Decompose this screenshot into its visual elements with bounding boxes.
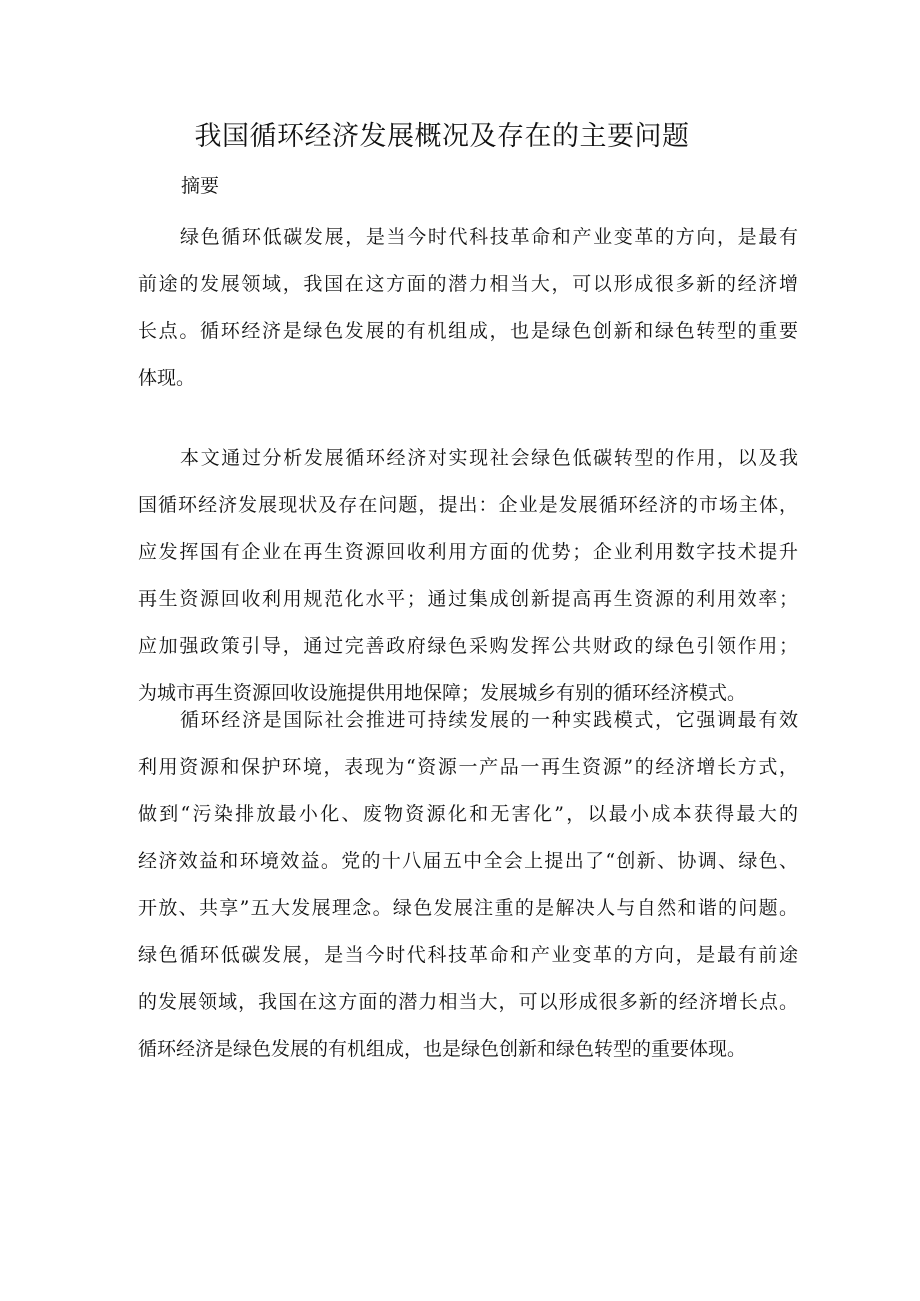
- paragraph-line: 长点。循环经济是绿色发展的有机组成，也是绿色创新和绿色转型的重要: [138, 320, 798, 342]
- paragraph-line: 做到“污染排放最小化、废物资源化和无害化”，以最小成本获得最大的: [138, 803, 798, 825]
- paragraph-line: 本文通过分析发展循环经济对实现社会绿色低碳转型的作用，以及我: [180, 447, 798, 469]
- document-title: 我国循环经济发展概况及存在的主要问题: [194, 121, 690, 152]
- abstract-heading: 摘要: [181, 175, 220, 197]
- paragraph-line: 国循环经济发展现状及存在问题，提出：企业是发展循环经济的市场主体，: [138, 494, 798, 516]
- paragraph-2: [138, 435, 798, 717]
- paragraph-line: 循环经济是绿色发展的有机组成，也是绿色创新和绿色转型的重要体现。: [138, 1038, 747, 1060]
- paragraph-line: 体现。: [138, 367, 196, 389]
- paragraph-1: [138, 214, 798, 402]
- paragraph-line: 应发挥国有企业在再生资源回收利用方面的优势；企业利用数字技术提升: [138, 541, 798, 563]
- paragraph-line: 前途的发展领域，我国在这方面的潜力相当大，可以形成很多新的经济增: [138, 273, 798, 295]
- paragraph-line: 为城市再生资源回收设施提供用地保障；发展城乡有别的循环经济模式。: [138, 682, 747, 704]
- paragraph-3: [138, 697, 798, 1073]
- paragraph-line: 开放、共享”五大发展理念。绿色发展注重的是解决人与自然和谐的问题。: [138, 897, 798, 919]
- paragraph-line: 应加强政策引导，通过完善政府绿色采购发挥公共财政的绿色引领作用；: [138, 635, 798, 657]
- paragraph-line: 经济效益和环境效益。党的十八届五中全会上提出了“创新、协调、绿色、: [138, 850, 798, 872]
- paragraph-line: 的发展领域，我国在这方面的潜力相当大，可以形成很多新的经济增长点。: [138, 991, 798, 1013]
- paragraph-line: 循环经济是国际社会推进可持续发展的一种实践模式，它强调最有效: [180, 709, 798, 731]
- paragraph-line: 利用资源和保护环境，表现为“资源一产品一再生资源”的经济增长方式，: [138, 756, 798, 778]
- paragraph-line: 绿色循环低碳发展，是当今时代科技革命和产业变革的方向，是最有前途: [138, 944, 798, 966]
- paragraph-line: 绿色循环低碳发展，是当今时代科技革命和产业变革的方向，是最有: [180, 226, 798, 248]
- paragraph-line: 再生资源回收利用规范化水平；通过集成创新提高再生资源的利用效率；: [138, 588, 798, 610]
